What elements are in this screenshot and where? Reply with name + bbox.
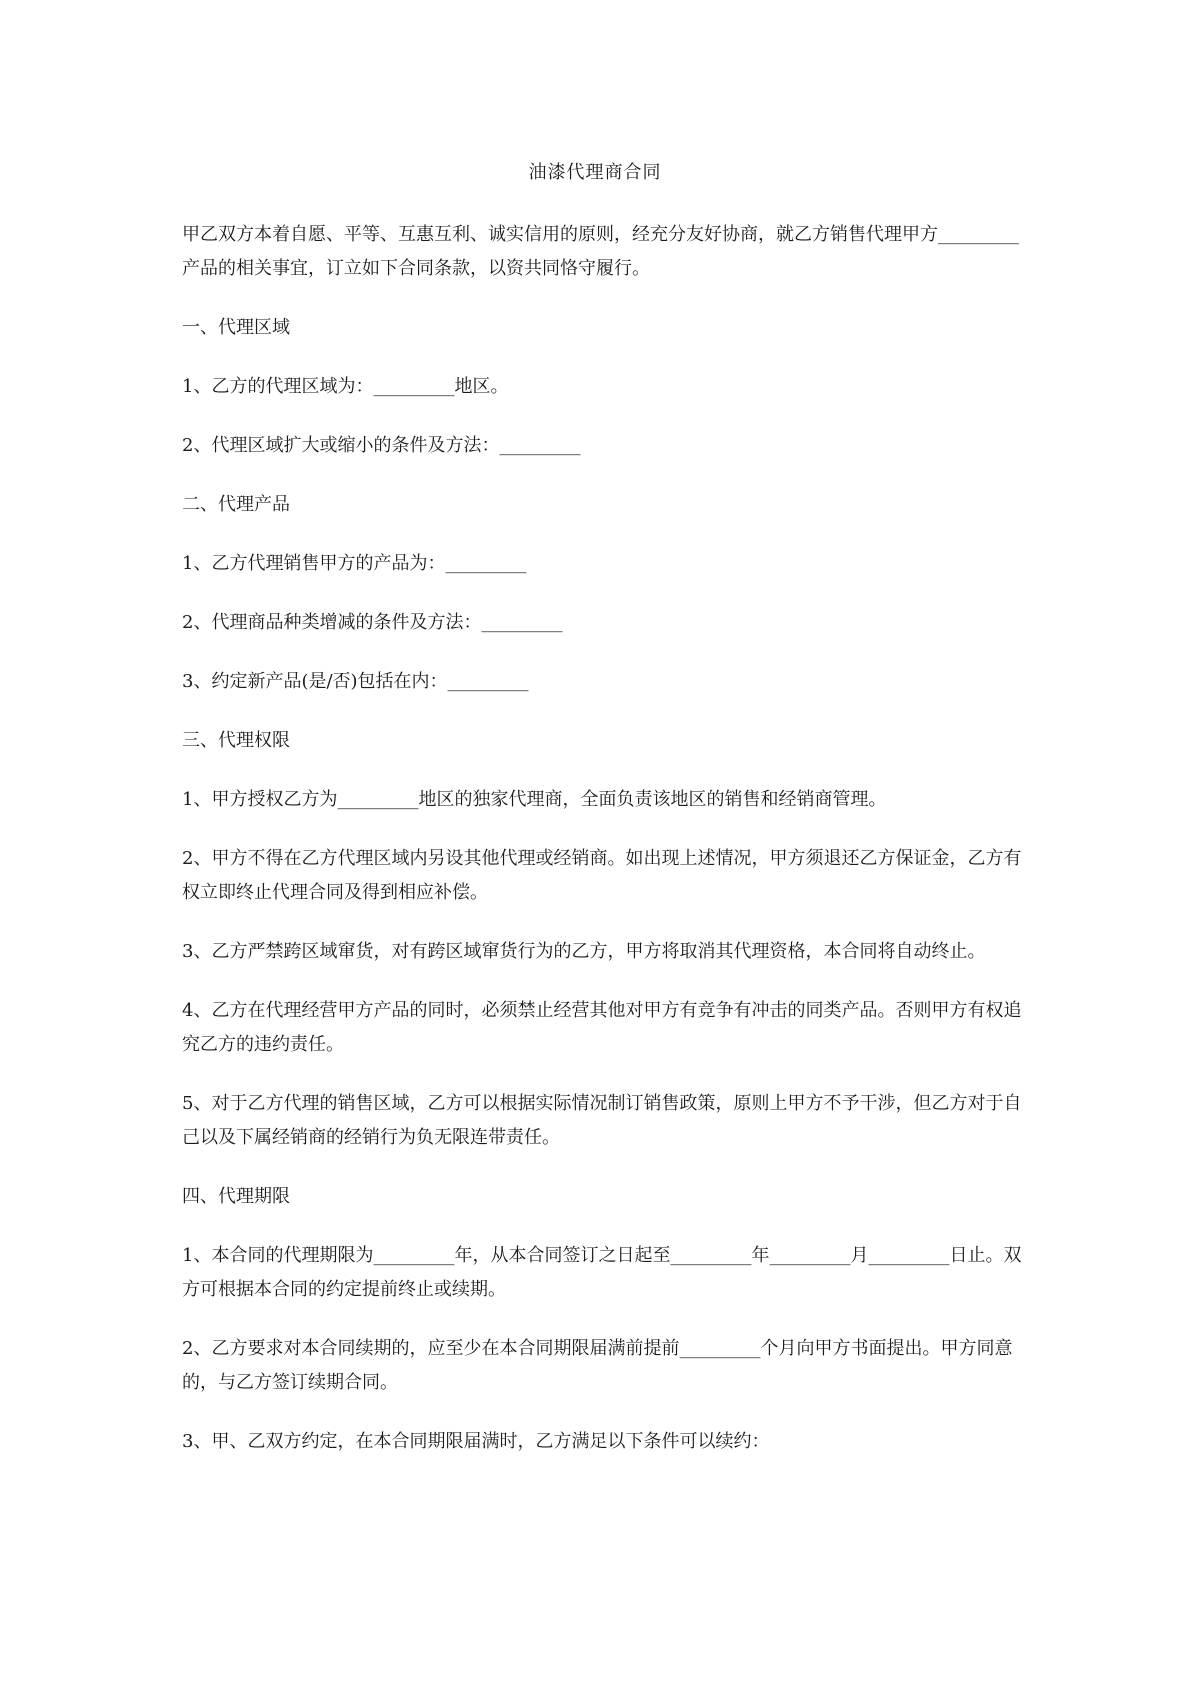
section-heading-region: 一、代理区域 <box>182 317 290 338</box>
clause-2-2: 2、代理商品种类增减的条件及方法：_________ <box>182 612 563 633</box>
clause-2-3: 3、约定新产品(是/否)包括在内：_________ <box>182 671 529 692</box>
clause-3-5: 5、对于乙方代理的销售区域，乙方可以根据实际情况制订销售政策，原则上甲方不予干涉，但乙方对于自己以及下属经销商的经销行为负无限连带责任。 <box>182 1093 1022 1148</box>
document-body <box>182 218 1032 1484</box>
clause-3-1: 1、甲方授权乙方为_________地区的独家代理商，全面负责该地区的销售和经销商管理。 <box>182 789 887 810</box>
clause-1-2: 2、代理区域扩大或缩小的条件及方法：_________ <box>182 435 581 456</box>
section-heading-authority: 三、代理权限 <box>182 730 290 751</box>
clause-2-1: 1、乙方代理销售甲方的产品为：_________ <box>182 553 527 574</box>
clause-4-2: 2、乙方要求对本合同续期的，应至少在本合同期限届满前提前_________个月向甲方书面提出。甲方同意的，与乙方签订续期合同。 <box>182 1338 1013 1393</box>
clause-3-2: 2、甲方不得在乙方代理区域内另设其他代理或经销商。如出现上述情况，甲方须退还乙方保证金，乙方有权立即终止代理合同及得到相应补偿。 <box>182 848 1022 903</box>
clause-1-1: 1、乙方的代理区域为：_________地区。 <box>182 376 509 397</box>
clause-3-4: 4、乙方在代理经营甲方产品的同时，必须禁止经营其他对甲方有竞争有冲击的同类产品。否则甲方有权追究乙方的违约责任。 <box>182 1000 1022 1055</box>
clause-3-3: 3、乙方严禁跨区域窜货，对有跨区域窜货行为的乙方，甲方将取消其代理资格，本合同将自动终止。 <box>182 941 986 962</box>
section-heading-products: 二、代理产品 <box>182 494 290 515</box>
document-title: 油漆代理商合同 <box>528 162 662 183</box>
section-heading-term: 四、代理期限 <box>182 1186 290 1207</box>
intro-paragraph: 甲乙双方本着自愿、平等、互惠互利、诚实信用的原则，经充分友好协商，就乙方销售代理甲方_________产品的相关事宜，订立如下合同条款，以资共同恪守履行。 <box>182 224 1019 279</box>
clause-4-1: 1、本合同的代理期限为_________年，从本合同签订之日起至_________年_________月_________日止。双方可根据本合同的约定提前终止或续期。 <box>182 1245 1022 1300</box>
clause-4-3: 3、甲、乙双方约定，在本合同期限届满时，乙方满足以下条件可以续约： <box>182 1431 770 1452</box>
